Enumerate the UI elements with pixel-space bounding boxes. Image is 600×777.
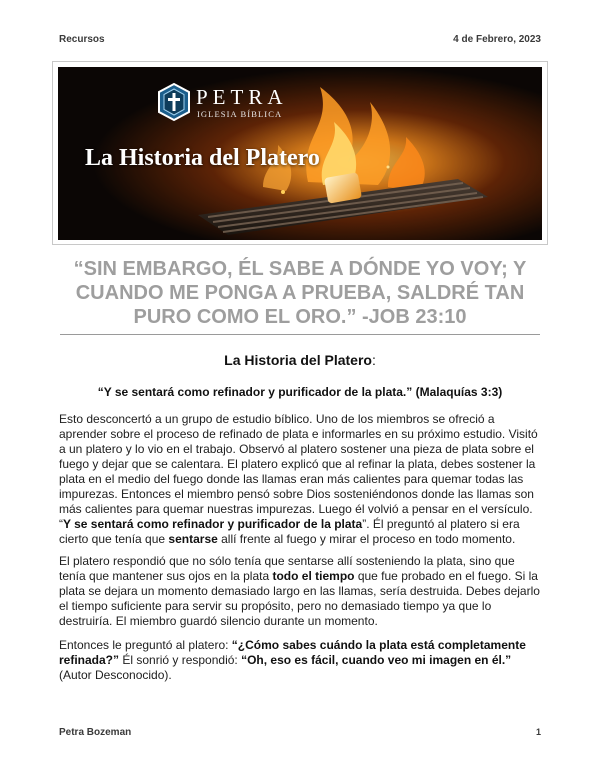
section-title-text: La Historia del Platero [224, 352, 372, 368]
paragraph-3 [59, 638, 543, 683]
p2-bold-todo-el-tiempo: todo el tiempo [272, 569, 355, 583]
p1-text-c: allí frente al fuego y mirar el proceso en todo momento. [217, 532, 516, 546]
p3-text-c: (Autor Desconocido). [59, 668, 172, 682]
p2-text-b: que fue probado en el fuego. Si la plata se dejara un momento demasiado largo en las llamas, sería destruida. Debes dejarlo el tiempo suficiente para servir su propósito, pero no demasiado tiempo ya que lo destruiría. El miembro guardó silencio durante un momento. [59, 569, 540, 628]
page-number: 1 [535, 727, 541, 737]
p3-bold-question: “¿Cómo sabes cuándo la plata está completamente refinada?” [59, 638, 526, 667]
paragraph-2 [59, 554, 543, 629]
page-header [59, 34, 541, 48]
section-title [0, 352, 600, 368]
cross-shield-icon [156, 82, 192, 122]
verse-subtitle: “Y se sentará como refinador y purificador de la plata.” (Malaquías 3:3) [97, 385, 503, 399]
p3-bold-answer: “Oh, eso es fácil, cuando veo mi imagen en él.” [241, 653, 512, 667]
p2-text-a: El platero respondió que no sólo tenía que sentarse allí sosteniendo la plata, sino que tenía que mantener sus ojos en la plata [59, 554, 515, 583]
banner-image [58, 67, 542, 240]
p1-text-b: ”. Él preguntó al platero si era cierto que tenía que [59, 517, 520, 546]
footer-author: Petra Bozeman [59, 727, 132, 738]
logo-brand-subtitle: IGLESIA BÍBLICA [197, 109, 283, 119]
paragraph-1 [59, 412, 543, 547]
p1-text-a: Esto desconcertó a un grupo de estudio bíblico. Uno de los miembros se ofreció a aprender sobre el proceso de refinado de plata e informarles en su próximo estudio. Visitó a un platero y lo vio en el trabajo. Observó al platero sostener una pieza de plata sobre el fuego y dejar que se calentara. El platero explicó que al refinar la plata, debes sostener la plata en el medio del fuego donde las llamas eran más calientes para quemar todas las impurezas. Entonces el miembro pensó sobre Dios sosteniéndonos donde las llamas son más calientes para quemar nuestras impurezas. Luego él volvió a pensar en el versículo. “ [59, 412, 538, 531]
section-title-colon: : [371, 352, 376, 368]
header-section-label: Recursos [59, 34, 105, 45]
scripture-quote: “SIN EMBARGO, ÉL SABE A DÓNDE YO VOY; Y CUANDO ME PONGA A PRUEBA, SALDRÉ TAN PURO COMO EL ORO.” -JOB 23:10 [73, 258, 527, 328]
p1-bold-sentarse: sentarse [168, 532, 218, 546]
p3-text-b: Él sonrió y respondió: [119, 653, 242, 667]
page-footer [59, 727, 541, 741]
p1-bold-verse: Y se sentará como refinador y purificador de la plata [63, 517, 363, 531]
banner-title: La Historia del Platero [85, 145, 320, 171]
divider [60, 334, 540, 335]
p3-text-a: Entonces le preguntó al platero: [59, 638, 232, 652]
header-date: 4 de Febrero, 2023 [453, 34, 541, 45]
logo-brand-name: PETRA [196, 85, 288, 109]
petra-logo [156, 82, 296, 122]
